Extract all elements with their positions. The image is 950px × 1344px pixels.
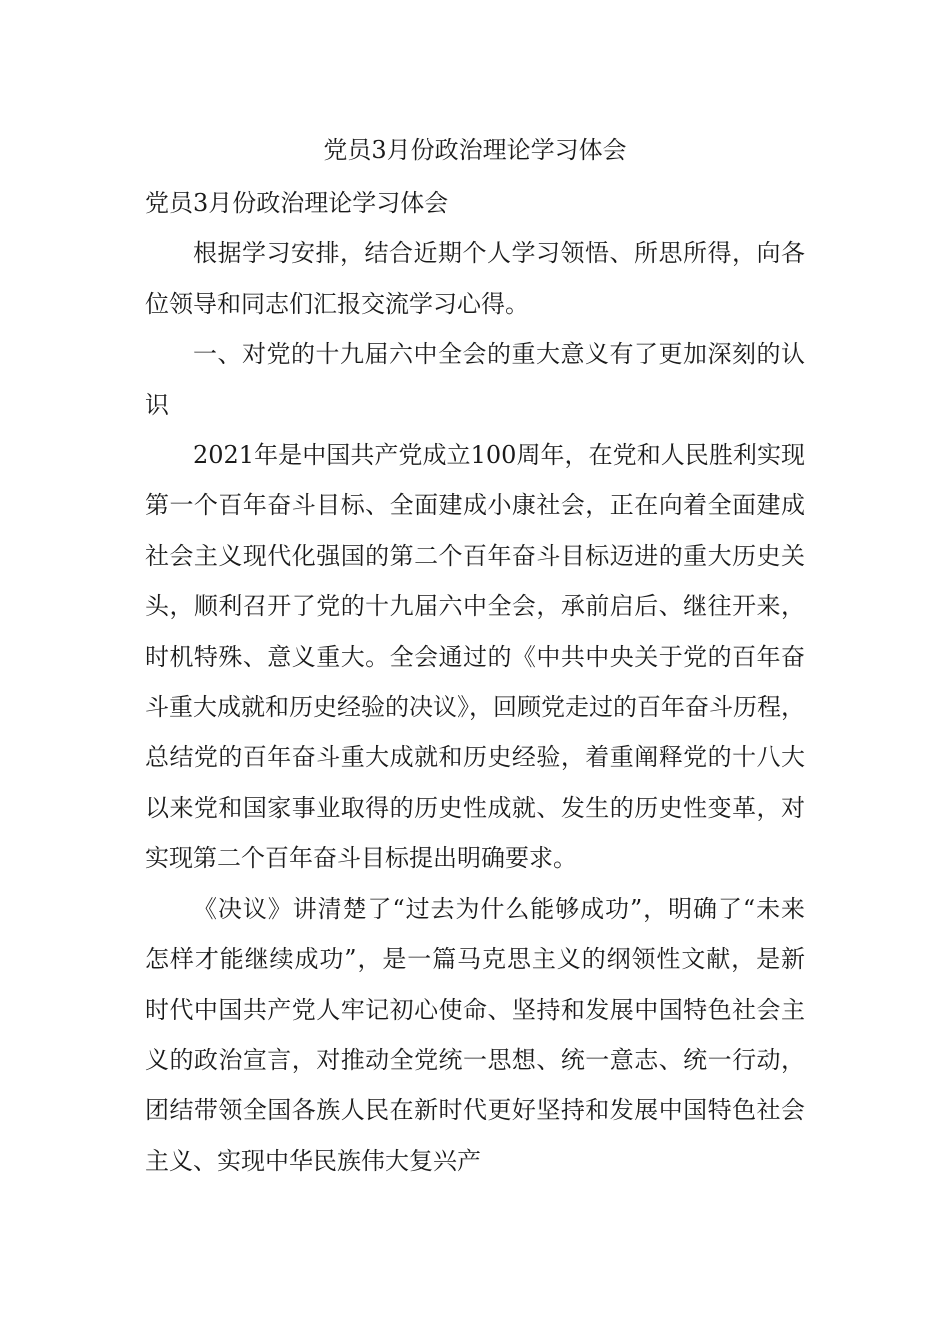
section-heading-1: 一、对党的十九届六中全会的重大意义有了更加深刻的认识 xyxy=(145,340,805,419)
paragraph-intro: 根据学习安排，结合近期个人学习领悟、所思所得，向各位领导和同志们汇报交流学习心得。 xyxy=(145,239,805,318)
paragraph-resolution: 《决议》讲清楚了“过去为什么能够成功”，明确了“未来怎样才能继续成功”，是一篇马克思主义的纲领性文献，是新时代中国共产党人牢记初心使命、坚持和发展中国特色社会主义的政治宣言，对推动全党统一思想、统一意志、统一行动，团结带领全国各族人民在新时代更好坚持和发展中国特色社会主义、实现中华民族伟大复兴产 xyxy=(145,894,805,1175)
paragraph-plenum: 2021年是中国共产党成立100周年，在党和人民胜利实现第一个百年奋斗目标、全面建成小康社会，正在向着全面建成社会主义现代化强国的第二个百年奋斗目标迈进的重大历史关头，顺利召开了党的十九届六中全会，承前启后、继往开来，时机特殊、意义重大。全会通过的《中共中央关于党的百年奋斗重大成就和历史经验的决议》，回顾党走过的百年奋斗历程，总结党的百年奋斗重大成就和历史经验，着重阐释党的十八大以来党和国家事业取得的历史性成就、发生的历史性变革，对实现第二个百年奋斗目标提出明确要求。 xyxy=(145,441,805,873)
document-title: 党员3月份政治理论学习体会 xyxy=(323,136,627,164)
document-subtitle: 党员3月份政治理论学习体会 xyxy=(145,189,449,217)
document-body xyxy=(145,178,805,1186)
